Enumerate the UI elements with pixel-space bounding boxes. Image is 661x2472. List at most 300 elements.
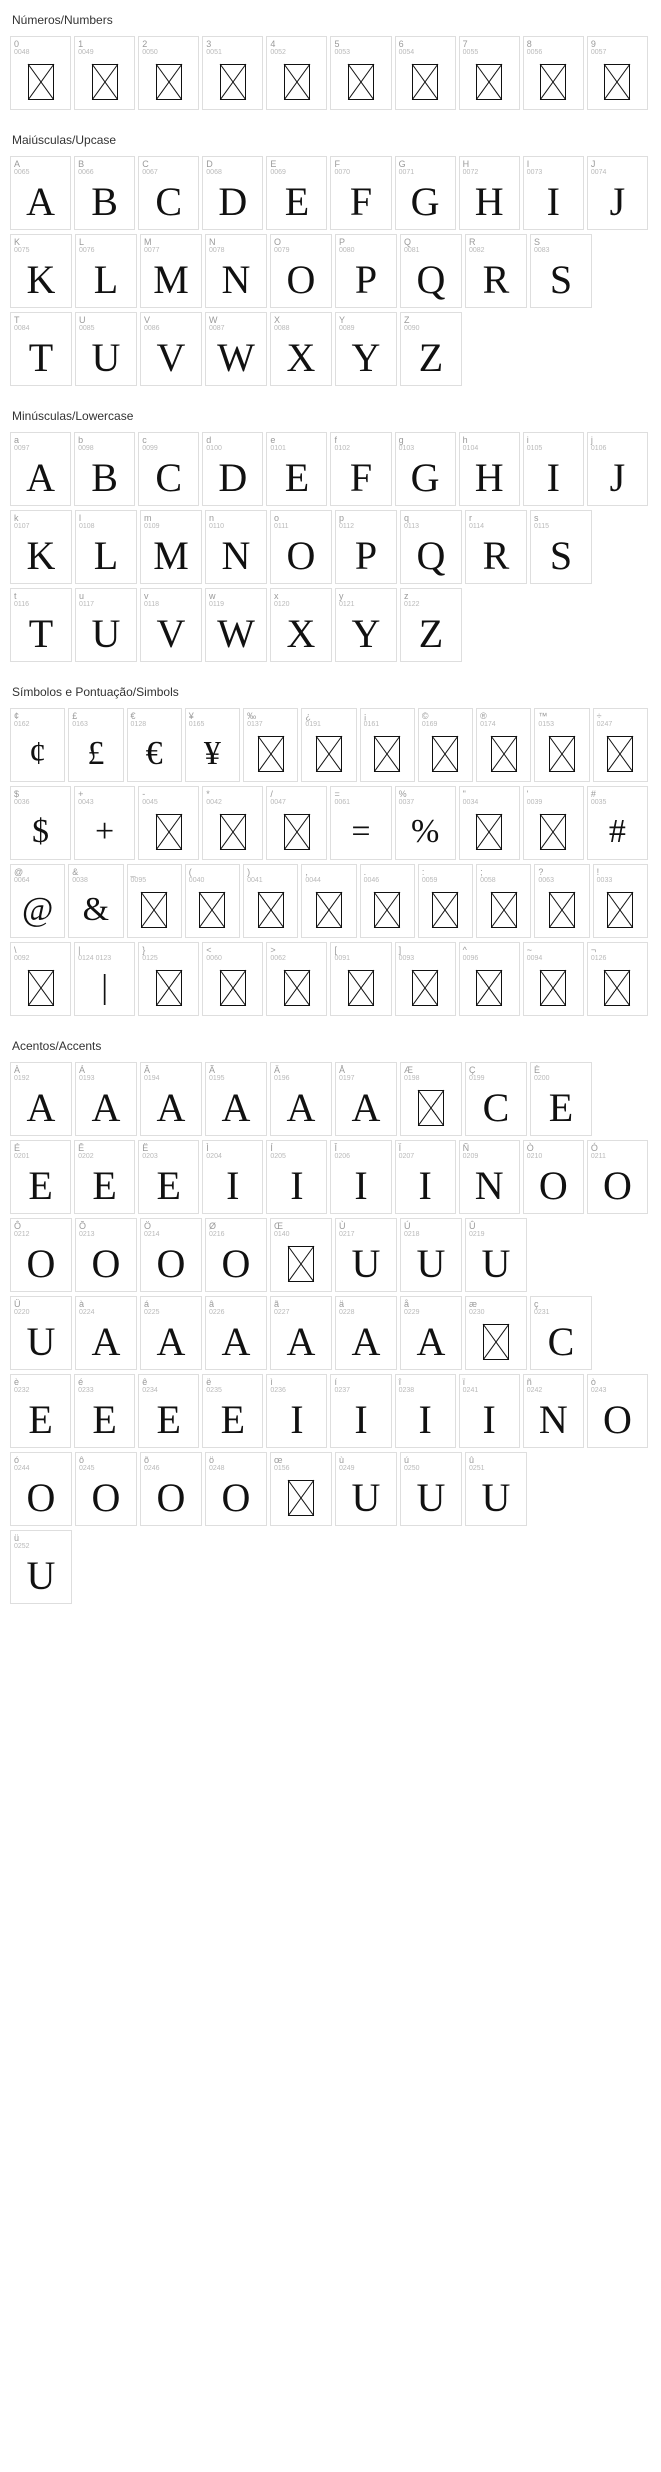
glyph-section bbox=[10, 396, 651, 662]
glyph-cell[interactable] bbox=[138, 432, 199, 506]
glyph-code-label: 0054 bbox=[398, 49, 415, 56]
glyph-cell[interactable] bbox=[74, 36, 135, 110]
glyph-char-label: l bbox=[79, 513, 81, 523]
glyph-char-label: E bbox=[270, 159, 277, 169]
glyph-preview: A bbox=[416, 1319, 446, 1364]
glyph-preview: O bbox=[156, 1475, 186, 1520]
glyph-cell[interactable] bbox=[476, 864, 531, 938]
glyph-preview: C bbox=[482, 1085, 510, 1130]
glyph-char-label: Õ bbox=[79, 1221, 87, 1231]
glyph-cell[interactable] bbox=[75, 1452, 137, 1526]
glyph-cell[interactable] bbox=[10, 1530, 72, 1604]
glyph-cell[interactable] bbox=[138, 942, 199, 1016]
glyph-cell[interactable] bbox=[465, 1062, 527, 1136]
glyph-code-label: 0214 bbox=[144, 1231, 160, 1238]
glyph-cell[interactable] bbox=[140, 1452, 202, 1526]
glyph-char-label: ® bbox=[480, 711, 487, 721]
glyph-char-label: ) bbox=[247, 867, 251, 877]
glyph-cell[interactable] bbox=[140, 588, 202, 662]
glyph-cell[interactable] bbox=[459, 1374, 520, 1448]
glyph-cell[interactable] bbox=[395, 942, 456, 1016]
glyph-preview: O bbox=[91, 1475, 121, 1520]
glyph-cell[interactable] bbox=[205, 312, 267, 386]
glyph-cell[interactable] bbox=[593, 708, 648, 782]
glyph-char-label: ¬ bbox=[590, 945, 597, 955]
glyph-preview: U bbox=[481, 1241, 511, 1286]
glyph-preview: I bbox=[354, 1397, 368, 1442]
glyph-cell[interactable] bbox=[185, 864, 240, 938]
glyph-cell[interactable] bbox=[75, 588, 137, 662]
glyph-char-label: n bbox=[209, 513, 215, 523]
glyph-cell[interactable] bbox=[74, 156, 135, 230]
glyph-preview: £ bbox=[87, 735, 105, 772]
glyph-cell[interactable] bbox=[10, 432, 71, 506]
glyph-code-label: 0071 bbox=[398, 169, 415, 176]
glyph-cell[interactable] bbox=[395, 156, 456, 230]
glyph-char-label: é bbox=[78, 1377, 84, 1387]
glyph-code-label: 0034 bbox=[462, 799, 479, 806]
glyph-code-label: 0072 bbox=[462, 169, 479, 176]
glyph-code-label: 0037 bbox=[398, 799, 415, 806]
glyph-char-label: L bbox=[79, 237, 85, 247]
glyph-preview: A bbox=[351, 1085, 381, 1130]
glyph-char-label: É bbox=[14, 1143, 21, 1153]
glyph-cell[interactable] bbox=[530, 234, 592, 308]
glyph-cell[interactable] bbox=[10, 1452, 72, 1526]
glyph-cell[interactable] bbox=[10, 1062, 72, 1136]
glyph-char-label: œ bbox=[274, 1455, 283, 1465]
glyph-cell[interactable] bbox=[243, 708, 298, 782]
glyph-cell[interactable] bbox=[587, 942, 648, 1016]
glyph-cell[interactable] bbox=[330, 156, 391, 230]
glyph-cell[interactable] bbox=[205, 1452, 267, 1526]
glyph-cell[interactable] bbox=[205, 1062, 267, 1136]
glyph-code-label: 0192 bbox=[14, 1075, 30, 1082]
glyph-code-label: 0056 bbox=[526, 49, 543, 56]
glyph-cell[interactable] bbox=[75, 312, 137, 386]
glyph-char-label: ï bbox=[462, 1377, 466, 1387]
glyph-preview bbox=[361, 885, 414, 935]
glyph-char-label: Ö bbox=[144, 1221, 152, 1231]
glyph-code-label: 0228 bbox=[339, 1309, 355, 1316]
glyph-row bbox=[10, 786, 651, 860]
glyph-cell[interactable] bbox=[395, 1140, 456, 1214]
glyph-char-label: Ï bbox=[398, 1143, 402, 1153]
glyph-char-label: $ bbox=[14, 789, 20, 799]
glyph-code-label: 0060 bbox=[206, 955, 222, 962]
glyph-cell[interactable] bbox=[465, 1452, 527, 1526]
glyph-preview: N bbox=[221, 533, 251, 578]
glyph-cell[interactable] bbox=[395, 786, 456, 860]
glyph-cell[interactable] bbox=[270, 234, 332, 308]
glyph-code-label: 0163 bbox=[72, 721, 88, 728]
glyph-cell[interactable] bbox=[270, 312, 332, 386]
glyph-cell[interactable] bbox=[400, 1296, 462, 1370]
glyph-cell[interactable] bbox=[10, 864, 65, 938]
glyph-cell[interactable] bbox=[395, 36, 456, 110]
glyph-code-label: 0039 bbox=[526, 799, 543, 806]
glyph-cell[interactable] bbox=[523, 786, 584, 860]
glyph-cell[interactable] bbox=[587, 432, 648, 506]
glyph-cell[interactable] bbox=[10, 1374, 71, 1448]
glyph-cell[interactable] bbox=[270, 1062, 332, 1136]
glyph-cell[interactable] bbox=[140, 510, 202, 584]
glyph-preview: R bbox=[482, 533, 510, 578]
glyph-char-label: å bbox=[404, 1299, 410, 1309]
glyph-char-label: Û bbox=[469, 1221, 476, 1231]
glyph-char-label: B bbox=[78, 159, 85, 169]
glyph-cell[interactable] bbox=[10, 510, 72, 584]
glyph-cell[interactable] bbox=[138, 1374, 199, 1448]
glyph-char-label: Ñ bbox=[462, 1143, 470, 1153]
glyph-code-label: 0088 bbox=[274, 325, 290, 332]
glyph-preview: O bbox=[221, 1241, 251, 1286]
glyph-char-label: Á bbox=[79, 1065, 86, 1075]
glyph-char-label: 8 bbox=[526, 39, 532, 49]
glyph-cell[interactable] bbox=[10, 1296, 72, 1370]
glyph-preview: I bbox=[418, 1163, 432, 1208]
glyph-preview: + bbox=[95, 813, 115, 850]
glyph-char-label: ô bbox=[79, 1455, 85, 1465]
glyph-cell[interactable] bbox=[534, 708, 589, 782]
glyph-cell[interactable] bbox=[138, 786, 199, 860]
glyph-code-label: 0197 bbox=[339, 1075, 355, 1082]
glyph-cell[interactable] bbox=[459, 1140, 520, 1214]
glyph-cell[interactable] bbox=[68, 708, 123, 782]
glyph-cell[interactable] bbox=[202, 1140, 263, 1214]
notdef-box-icon bbox=[28, 970, 54, 1006]
glyph-char-label: ^ bbox=[462, 945, 467, 955]
glyph-cell[interactable] bbox=[335, 312, 397, 386]
glyph-char-label: w bbox=[209, 591, 216, 601]
glyph-cell[interactable] bbox=[243, 864, 298, 938]
glyph-row bbox=[10, 864, 651, 938]
glyph-cell[interactable] bbox=[266, 1140, 327, 1214]
glyph-char-label: _ bbox=[130, 867, 136, 877]
glyph-code-label: 0077 bbox=[144, 247, 160, 254]
glyph-cell[interactable] bbox=[266, 1374, 327, 1448]
glyph-cell[interactable] bbox=[523, 432, 584, 506]
glyph-cell[interactable] bbox=[75, 234, 137, 308]
glyph-cell[interactable] bbox=[465, 510, 527, 584]
glyph-cell[interactable] bbox=[335, 234, 397, 308]
glyph-code-label: 0117 bbox=[79, 601, 95, 608]
glyph-cell[interactable] bbox=[587, 1140, 648, 1214]
glyph-cell[interactable] bbox=[270, 1218, 332, 1292]
glyph-char-label: 3 bbox=[206, 39, 212, 49]
glyph-cell[interactable] bbox=[476, 708, 531, 782]
notdef-box-icon bbox=[220, 970, 246, 1006]
glyph-cell[interactable] bbox=[202, 36, 263, 110]
glyph-code-label: 0082 bbox=[469, 247, 485, 254]
glyph-cell[interactable] bbox=[74, 1140, 135, 1214]
glyph-cell[interactable] bbox=[205, 588, 267, 662]
glyph-code-label: 0061 bbox=[334, 799, 351, 806]
glyph-cell[interactable] bbox=[68, 864, 123, 938]
glyph-cell[interactable] bbox=[587, 36, 648, 110]
glyph-cell[interactable] bbox=[593, 864, 648, 938]
glyph-char-label: : bbox=[421, 867, 425, 877]
glyph-cell[interactable] bbox=[10, 786, 71, 860]
glyph-row bbox=[10, 510, 651, 584]
glyph-cell[interactable] bbox=[523, 36, 584, 110]
glyph-cell[interactable] bbox=[202, 1374, 263, 1448]
glyph-char-label: / bbox=[270, 789, 273, 799]
glyph-cell[interactable] bbox=[360, 864, 415, 938]
glyph-cell[interactable] bbox=[10, 942, 71, 1016]
glyph-cell[interactable] bbox=[205, 510, 267, 584]
glyph-cell[interactable] bbox=[202, 432, 263, 506]
glyph-code-label: 0094 bbox=[526, 955, 543, 962]
glyph-cell[interactable] bbox=[140, 234, 202, 308]
glyph-row bbox=[10, 432, 651, 506]
glyph-preview: E bbox=[220, 1397, 246, 1442]
glyph-cell[interactable] bbox=[138, 36, 199, 110]
glyph-code-label: 0161 bbox=[363, 721, 380, 728]
glyph-cell[interactable] bbox=[530, 1062, 592, 1136]
glyph-cell[interactable] bbox=[395, 432, 456, 506]
glyph-char-label: Y bbox=[339, 315, 346, 325]
glyph-code-label: 0119 bbox=[209, 601, 225, 608]
glyph-code-label: 0137 bbox=[247, 721, 263, 728]
glyph-cell[interactable] bbox=[74, 432, 135, 506]
glyph-cell[interactable] bbox=[330, 1140, 391, 1214]
glyph-cell[interactable] bbox=[138, 1140, 199, 1214]
glyph-cell[interactable] bbox=[330, 942, 391, 1016]
glyph-code-label: 0174 bbox=[480, 721, 496, 728]
glyph-cell[interactable] bbox=[418, 708, 473, 782]
glyph-preview bbox=[244, 729, 297, 779]
glyph-code-label: 0051 bbox=[206, 49, 222, 56]
glyph-preview: E bbox=[284, 455, 310, 500]
glyph-code-label: 0247 bbox=[596, 721, 613, 728]
glyph-cell[interactable] bbox=[138, 156, 199, 230]
glyph-char-label: " bbox=[462, 789, 466, 799]
glyph-code-label: 0162 bbox=[14, 721, 30, 728]
glyph-cell[interactable] bbox=[10, 1218, 72, 1292]
glyph-cell[interactable] bbox=[523, 156, 584, 230]
glyph-char-label: î bbox=[398, 1377, 402, 1387]
glyph-cell[interactable] bbox=[270, 588, 332, 662]
glyph-cell[interactable] bbox=[335, 1062, 397, 1136]
glyph-cell[interactable] bbox=[534, 864, 589, 938]
glyph-code-label: 0250 bbox=[404, 1465, 420, 1472]
glyph-code-label: 0237 bbox=[334, 1387, 351, 1394]
glyph-char-label: D bbox=[206, 159, 213, 169]
glyph-char-label: ä bbox=[339, 1299, 345, 1309]
glyph-cell[interactable] bbox=[75, 510, 137, 584]
glyph-code-label: 0101 bbox=[270, 445, 286, 452]
glyph-cell[interactable] bbox=[10, 588, 72, 662]
glyph-cell[interactable] bbox=[10, 312, 72, 386]
glyph-cell[interactable] bbox=[459, 942, 520, 1016]
glyph-preview: I bbox=[226, 1163, 240, 1208]
glyph-code-label: 0075 bbox=[14, 247, 30, 254]
glyph-char-label: Í bbox=[270, 1143, 273, 1153]
glyph-cell[interactable] bbox=[266, 432, 327, 506]
glyph-cell[interactable] bbox=[75, 1218, 137, 1292]
glyph-cell[interactable] bbox=[465, 234, 527, 308]
glyph-cell[interactable] bbox=[202, 156, 263, 230]
glyph-preview: A bbox=[286, 1319, 316, 1364]
glyph-code-label: 0224 bbox=[79, 1309, 95, 1316]
glyph-cell[interactable] bbox=[530, 1296, 592, 1370]
glyph-preview: X bbox=[286, 611, 316, 656]
glyph-code-label: 0249 bbox=[339, 1465, 355, 1472]
glyph-cell[interactable] bbox=[587, 1374, 648, 1448]
glyph-cell[interactable] bbox=[10, 234, 72, 308]
glyph-code-label: 0069 bbox=[270, 169, 286, 176]
glyph-cell[interactable] bbox=[587, 786, 648, 860]
glyph-cell[interactable] bbox=[459, 432, 520, 506]
glyph-char-label: 5 bbox=[334, 39, 340, 49]
glyph-cell[interactable] bbox=[266, 786, 327, 860]
glyph-char-label: X bbox=[274, 315, 281, 325]
glyph-preview: O bbox=[26, 1475, 56, 1520]
glyph-cell[interactable] bbox=[205, 1296, 267, 1370]
glyph-cell[interactable] bbox=[266, 156, 327, 230]
glyph-cell[interactable] bbox=[523, 1140, 584, 1214]
glyph-cell[interactable] bbox=[400, 1218, 462, 1292]
glyph-cell[interactable] bbox=[330, 36, 391, 110]
glyph-code-label: 0153 bbox=[538, 721, 554, 728]
glyph-cell[interactable] bbox=[330, 1374, 391, 1448]
glyph-cell[interactable] bbox=[74, 942, 135, 1016]
glyph-char-label: Ã bbox=[209, 1065, 216, 1075]
glyph-char-label: H bbox=[462, 159, 470, 169]
glyph-code-label: 0243 bbox=[590, 1387, 607, 1394]
glyph-cell[interactable] bbox=[400, 1452, 462, 1526]
glyph-cell[interactable] bbox=[202, 942, 263, 1016]
glyph-cell[interactable] bbox=[395, 1374, 456, 1448]
glyph-cell[interactable] bbox=[266, 942, 327, 1016]
glyph-cell[interactable] bbox=[530, 510, 592, 584]
glyph-char-label: < bbox=[206, 945, 212, 955]
glyph-code-label: 0196 bbox=[274, 1075, 290, 1082]
glyph-preview bbox=[139, 57, 198, 107]
glyph-preview: $ bbox=[32, 813, 50, 850]
glyph-cell[interactable] bbox=[74, 1374, 135, 1448]
glyph-preview: O bbox=[538, 1163, 568, 1208]
glyph-code-label: 0106 bbox=[590, 445, 607, 452]
glyph-preview bbox=[477, 729, 530, 779]
glyph-char-label: 9 bbox=[590, 39, 596, 49]
glyph-cell[interactable] bbox=[360, 708, 415, 782]
glyph-char-label: Ò bbox=[526, 1143, 534, 1153]
glyph-char-label: z bbox=[404, 591, 409, 601]
glyph-cell[interactable] bbox=[266, 36, 327, 110]
glyph-cell[interactable] bbox=[523, 1374, 584, 1448]
glyph-code-label: 0110 bbox=[209, 523, 225, 530]
glyph-cell[interactable] bbox=[74, 786, 135, 860]
glyph-cell[interactable] bbox=[587, 156, 648, 230]
glyph-cell[interactable] bbox=[301, 864, 356, 938]
notdef-box-icon bbox=[540, 64, 566, 100]
glyph-preview: Z bbox=[418, 335, 444, 380]
glyph-preview: L bbox=[93, 257, 119, 302]
glyph-preview bbox=[203, 807, 262, 857]
glyph-cell[interactable] bbox=[400, 1062, 462, 1136]
glyph-preview: U bbox=[26, 1553, 56, 1598]
glyph-cell[interactable] bbox=[301, 708, 356, 782]
glyph-cell[interactable] bbox=[270, 1296, 332, 1370]
notdef-box-icon bbox=[156, 814, 182, 850]
glyph-code-label: 0242 bbox=[526, 1387, 543, 1394]
glyph-char-label: ¢ bbox=[14, 711, 20, 721]
glyph-code-label: 0205 bbox=[270, 1153, 286, 1160]
glyph-cell[interactable] bbox=[140, 1296, 202, 1370]
glyph-cell[interactable] bbox=[330, 786, 391, 860]
glyph-preview bbox=[331, 57, 390, 107]
glyph-cell[interactable] bbox=[270, 510, 332, 584]
glyph-char-label: r bbox=[469, 513, 472, 523]
glyph-cell[interactable] bbox=[335, 510, 397, 584]
glyph-cell[interactable] bbox=[140, 312, 202, 386]
glyph-char-label: y bbox=[339, 591, 344, 601]
glyph-cell[interactable] bbox=[202, 786, 263, 860]
glyph-char-label: ò bbox=[590, 1377, 596, 1387]
glyph-cell[interactable] bbox=[400, 234, 462, 308]
glyph-cell[interactable] bbox=[185, 708, 240, 782]
glyph-cell[interactable] bbox=[75, 1296, 137, 1370]
glyph-cell[interactable] bbox=[465, 1218, 527, 1292]
glyph-preview: O bbox=[286, 533, 316, 578]
glyph-cell[interactable] bbox=[523, 942, 584, 1016]
glyph-code-label: 0211 bbox=[590, 1153, 606, 1160]
glyph-cell[interactable] bbox=[75, 1062, 137, 1136]
glyph-cell[interactable] bbox=[127, 708, 182, 782]
glyph-char-label: K bbox=[14, 237, 21, 247]
glyph-cell[interactable] bbox=[205, 234, 267, 308]
glyph-char-label: d bbox=[206, 435, 212, 445]
glyph-cell[interactable] bbox=[335, 588, 397, 662]
glyph-cell[interactable] bbox=[459, 156, 520, 230]
glyph-cell[interactable] bbox=[330, 432, 391, 506]
glyph-char-label: ë bbox=[206, 1377, 212, 1387]
glyph-cell[interactable] bbox=[335, 1218, 397, 1292]
glyph-code-label: 0241 bbox=[462, 1387, 479, 1394]
glyph-preview: F bbox=[349, 179, 373, 224]
glyph-cell[interactable] bbox=[127, 864, 182, 938]
glyph-cell[interactable] bbox=[400, 510, 462, 584]
glyph-cell[interactable] bbox=[400, 312, 462, 386]
glyph-cell[interactable] bbox=[335, 1452, 397, 1526]
glyph-code-label: 0086 bbox=[144, 325, 160, 332]
glyph-cell[interactable] bbox=[10, 1140, 71, 1214]
glyph-cell[interactable] bbox=[205, 1218, 267, 1292]
glyph-cell[interactable] bbox=[465, 1296, 527, 1370]
glyph-preview: ¥ bbox=[203, 735, 221, 772]
glyph-code-label: 0063 bbox=[538, 877, 554, 884]
glyph-cell[interactable] bbox=[10, 708, 65, 782]
glyph-cell[interactable] bbox=[140, 1218, 202, 1292]
glyph-cell[interactable] bbox=[140, 1062, 202, 1136]
glyph-preview: I bbox=[354, 1163, 368, 1208]
glyph-char-label: J bbox=[590, 159, 596, 169]
glyph-cell[interactable] bbox=[459, 36, 520, 110]
glyph-cell[interactable] bbox=[10, 156, 71, 230]
glyph-cell[interactable] bbox=[10, 36, 71, 110]
glyph-char-label: s bbox=[534, 513, 539, 523]
glyph-cell[interactable] bbox=[418, 864, 473, 938]
glyph-preview: U bbox=[416, 1475, 446, 1520]
glyph-char-label: © bbox=[421, 711, 429, 721]
glyph-cell[interactable] bbox=[400, 588, 462, 662]
glyph-char-label: \ bbox=[14, 945, 17, 955]
glyph-cell[interactable] bbox=[335, 1296, 397, 1370]
glyph-cell[interactable] bbox=[270, 1452, 332, 1526]
glyph-cell[interactable] bbox=[459, 786, 520, 860]
